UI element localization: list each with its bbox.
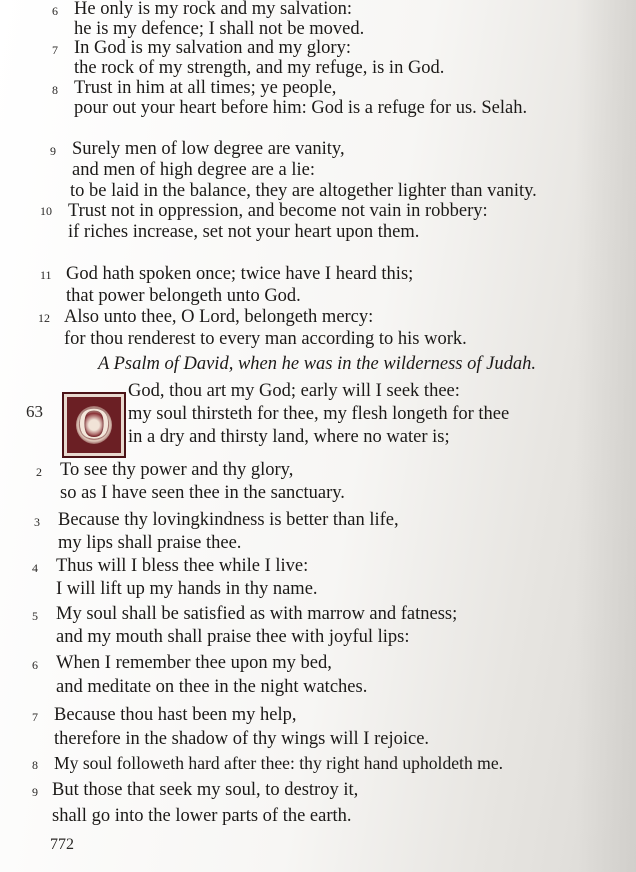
verse-line: In God is my salvation and my glory: <box>74 38 351 58</box>
verse-line: When I remember thee upon my bed, <box>56 653 332 673</box>
psalm-heading: A Psalm of David, when he was in the wilderness of Judah. <box>98 354 536 374</box>
verse-line: and men of high degree are a lie: <box>72 160 315 180</box>
verse-number: 11 <box>40 268 52 282</box>
verse-line: the rock of my strength, and my refuge, is in God. <box>74 58 445 78</box>
verse-line: Trust in him at all times; ye people, <box>74 78 337 98</box>
verse-number: 4 <box>32 561 38 575</box>
verse-line: if riches increase, set not your heart upon them. <box>68 222 420 242</box>
verse-number: 10 <box>40 204 52 218</box>
verse-line: pour out your heart before him: God is a refuge for us. Selah. <box>74 98 528 118</box>
verse-number: 3 <box>34 515 40 529</box>
verse-line: in a dry and thirsty land, where no water is; <box>128 427 450 447</box>
verse-line: God, thou art my God; early will I seek thee: <box>128 381 460 401</box>
verse-line: to be laid in the balance, they are altogether lighter than vanity. <box>70 181 537 201</box>
page-edge-shadow <box>576 0 636 872</box>
verse-line: Because thou hast been my help, <box>54 705 297 725</box>
verse-line: shall go into the lower parts of the earth. <box>52 806 352 826</box>
verse-number: 6 <box>32 658 38 672</box>
initial-letter: O <box>78 399 110 448</box>
verse-number: 9 <box>32 785 38 799</box>
verse-line: for thou renderest to every man according to his work. <box>64 329 467 349</box>
page-number: 772 <box>50 836 74 853</box>
verse-line: God hath spoken once; twice have I heard this; <box>66 264 414 284</box>
verse-line: and meditate on thee in the night watches. <box>56 677 368 697</box>
verse-line: My soul followeth hard after thee: thy right hand upholdeth me. <box>54 753 504 773</box>
verse-line: my lips shall praise thee. <box>58 533 242 553</box>
verse-line: my soul thirsteth for thee, my flesh longeth for thee <box>128 404 510 424</box>
verse-line: To see thy power and thy glory, <box>60 460 294 480</box>
verse-number: 2 <box>36 465 42 479</box>
verse-number: 7 <box>52 43 58 57</box>
verse-line: therefore in the shadow of thy wings will I rejoice. <box>54 729 430 749</box>
verse-number: 12 <box>38 311 50 325</box>
verse-line: he is my defence; I shall not be moved. <box>74 19 365 39</box>
verse-line: that power belongeth unto God. <box>66 286 301 306</box>
verse-line: Also unto thee, O Lord, belongeth mercy: <box>64 307 374 327</box>
verse-line: Trust not in oppression, and become not vain in robbery: <box>68 201 488 221</box>
verse-line: But those that seek my soul, to destroy it, <box>52 780 359 800</box>
verse-line: so as I have seen thee in the sanctuary. <box>60 483 345 503</box>
verse-number: 5 <box>32 609 38 623</box>
verse-line: and my mouth shall praise thee with joyful lips: <box>56 627 410 647</box>
verse-number: 9 <box>50 144 56 158</box>
verse-line: He only is my rock and my salvation: <box>74 0 352 19</box>
verse-number: 7 <box>32 710 38 724</box>
illuminated-initial <box>62 392 126 458</box>
verse-line: Thus will I bless thee while I live: <box>56 556 309 576</box>
verse-number: 8 <box>52 83 58 97</box>
verse-number: 6 <box>52 4 58 18</box>
chapter-number: 63 <box>26 402 43 421</box>
verse-line: My soul shall be satisfied as with marrow and fatness; <box>56 604 458 624</box>
verse-line: I will lift up my hands in thy name. <box>56 579 318 599</box>
verse-line: Because thy lovingkindness is better than life, <box>58 510 399 530</box>
verse-number: 8 <box>32 758 38 772</box>
verse-line: Surely men of low degree are vanity, <box>72 139 345 159</box>
